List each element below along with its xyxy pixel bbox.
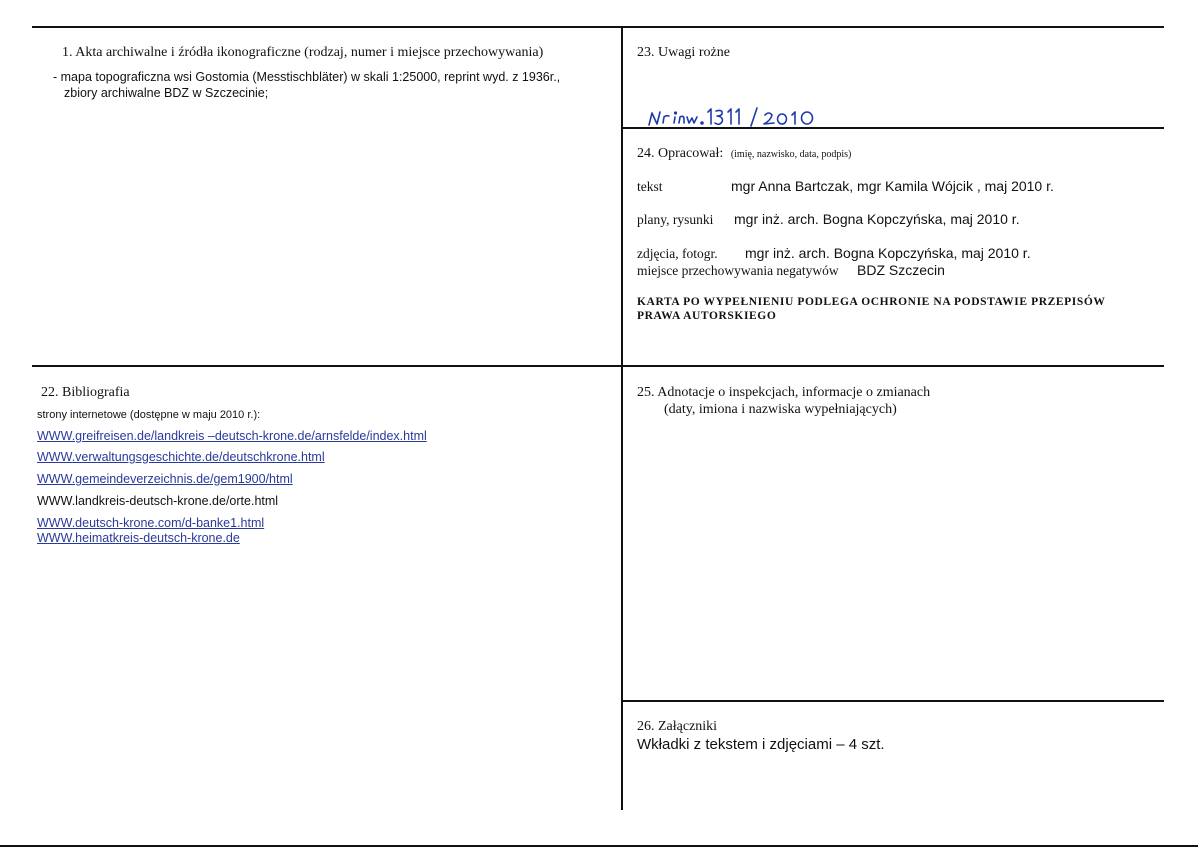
section-24-heading [637, 146, 851, 162]
copyright-notice-line-2: PRAWA AUTORSKIEGO [637, 310, 777, 322]
section-22-subheading: strony internetowe (dostępne w maju 2010 r.): [37, 409, 261, 421]
section-26-divider [623, 700, 1164, 702]
top-border [32, 26, 1164, 28]
negatywy-value: BDZ Szczecin [857, 262, 945, 278]
bibliography-link-2[interactable]: WWW.verwaltungsgeschichte.de/deutschkrone.html [37, 450, 325, 464]
bottom-border [0, 845, 1198, 847]
zdjecia-value: mgr inż. arch. Bogna Kopczyńska, maj 2010 r. [745, 245, 1031, 261]
section-25-subheading: (daty, imiona i nazwiska wypełniających) [664, 402, 897, 417]
negatywy-label: miejsce przechowywania negatywów [637, 263, 839, 278]
bibliography-link-1[interactable]: WWW.greifreisen.de/landkreis –deutsch-krone.de/arnsfelde/index.html [37, 429, 427, 443]
plany-label: plany, rysunki [637, 212, 714, 227]
section-24-title: 24. Opracował: [637, 146, 724, 161]
bibliography-link-4: WWW.landkreis-deutsch-krone.de/orte.html [37, 494, 279, 508]
section-25-heading: 25. Adnotacje o inspekcjach, informacje o zmianach [637, 385, 931, 400]
zdjecia-label: zdjęcia, fotogr. [637, 246, 718, 261]
tekst-label: tekst [637, 179, 663, 194]
section-26-heading: 26. Załączniki [637, 719, 718, 734]
section-1-heading: 1. Akta archiwalne i źródła ikonograficzne (rodzaj, numer i miejsce przechowywania) [62, 45, 544, 60]
copyright-notice-line-1: KARTA PO WYPEŁNIENIU PODLEGA OCHRONIE NA PODSTAWIE PRZEPISÓW [637, 296, 1106, 308]
bibliography-link-6[interactable]: WWW.heimatkreis-deutsch-krone.de [37, 531, 240, 545]
handwritten-inventory-number [646, 103, 836, 129]
section-26-value: Wkładki z tekstem i zdjęciami – 4 szt. [637, 736, 885, 753]
bibliography-link-3[interactable]: WWW.gemeindeverzeichnis.de/gem1900/html [37, 472, 293, 486]
center-divider [621, 26, 623, 810]
bibliography-link-5[interactable]: WWW.deutsch-krone.com/d-banke1.html [37, 516, 265, 530]
tekst-value: mgr Anna Bartczak, mgr Kamila Wójcik , maj 2010 r. [731, 178, 1054, 194]
section-22-heading: 22. Bibliografia [41, 385, 130, 400]
middle-border [32, 365, 1164, 367]
plany-value: mgr inż. arch. Bogna Kopczyńska, maj 2010 r. [734, 211, 1020, 227]
section-1-line-2: zbiory archiwalne BDZ w Szczecinie; [64, 86, 269, 100]
section-24-heading-note: (imię, nazwisko, data, podpis) [730, 149, 852, 160]
section-23-heading: 23. Uwagi rożne [637, 45, 730, 60]
section-1-line-1: - mapa topograficzna wsi Gostomia (Messtischbläter) w skali 1:25000, reprint wyd. z 1936r., [53, 70, 561, 84]
